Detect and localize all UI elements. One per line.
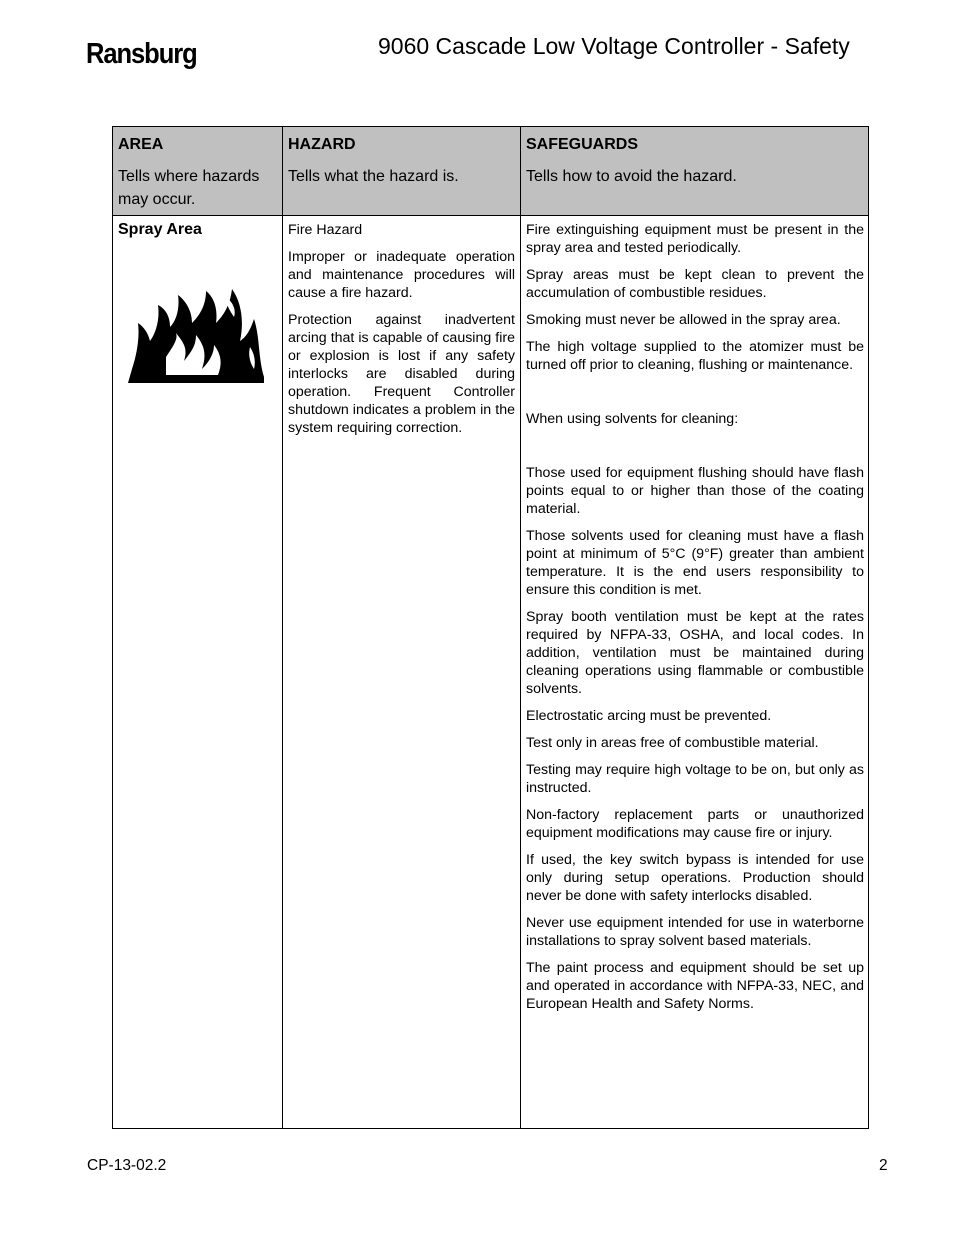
safeguard-item: Never use equipment intended for use in waterborne installations to spray solvent based materials. bbox=[526, 915, 864, 949]
header-hazard-description: Tells what the hazard is. bbox=[288, 168, 459, 185]
header-safeguards-label: SAFEGUARDS bbox=[526, 136, 639, 153]
safeguard-item: The high voltage supplied to the atomizer must be turned off prior to cleaning, flushing or maintenance. bbox=[526, 339, 864, 373]
hazard-paragraph: Protection against inadvertent arcing that is capable of causing fire or explosion is lost if any safety interlocks are disabled during operation. Frequent Controller shutdown indicates a problem in the system requiring correction. bbox=[288, 312, 515, 436]
safeguard-item: If used, the key switch bypass is intended for use only during setup operations. Production should never be done with safety interlocks disabled. bbox=[526, 852, 864, 904]
safeguard-item: Fire extinguishing equipment must be present in the spray area and tested periodically. bbox=[526, 222, 864, 256]
safeguard-item: The paint process and equipment should be set up and operated in accordance with NFPA-33, NEC, and European Health and Safety Norms. bbox=[526, 960, 864, 1012]
safeguard-item: Testing may require high voltage to be on, but only as instructed. bbox=[526, 762, 864, 796]
header-area-label: AREA bbox=[118, 136, 164, 153]
header-safeguards-description: Tells how to avoid the hazard. bbox=[526, 168, 737, 185]
header-hazard-label: HAZARD bbox=[288, 136, 356, 153]
hazard-cell bbox=[288, 221, 515, 446]
area-name: Spray Area bbox=[118, 221, 202, 238]
brand-logo: Ransburg bbox=[86, 38, 197, 70]
header-hazard bbox=[288, 133, 513, 188]
safeguard-item: Those used for equipment flushing should have flash points equal to or higher than those of the coating material. bbox=[526, 465, 864, 517]
safeguards-cell bbox=[526, 221, 864, 1022]
page-number: 2 bbox=[879, 1157, 888, 1174]
safeguard-item: Spray booth ventilation must be kept at the rates required by NFPA-33, OSHA, and local codes. In addition, ventilation must be maintained during cleaning operations using flammable or combustible solvents. bbox=[526, 609, 864, 697]
safeguard-item: Electrostatic arcing must be prevented. bbox=[526, 708, 772, 724]
hazard-title: Fire Hazard bbox=[288, 222, 363, 238]
fire-hazard-icon bbox=[126, 287, 266, 387]
safeguard-item: When using solvents for cleaning: bbox=[526, 411, 739, 427]
safeguard-item: Test only in areas free of combustible material. bbox=[526, 735, 819, 751]
safety-table bbox=[112, 126, 869, 1129]
header-safeguards bbox=[526, 133, 861, 188]
safeguard-item: Smoking must never be allowed in the spray area. bbox=[526, 312, 841, 328]
header-area bbox=[118, 133, 278, 211]
document-number: CP-13-02.2 bbox=[87, 1157, 167, 1174]
document-title: 9060 Cascade Low Voltage Controller - Safety bbox=[378, 33, 850, 59]
column-divider bbox=[282, 127, 283, 1128]
column-divider bbox=[520, 127, 521, 1128]
safeguard-item: Non-factory replacement parts or unauthorized equipment modifications may cause fire or injury. bbox=[526, 807, 864, 841]
table-header-row bbox=[113, 127, 868, 216]
safeguard-item: Spray areas must be kept clean to prevent the accumulation of combustible residues. bbox=[526, 267, 864, 301]
hazard-paragraph: Improper or inadequate operation and maintenance procedures will cause a fire hazard. bbox=[288, 249, 515, 301]
header-area-description: Tells where hazards may occur. bbox=[118, 168, 260, 208]
area-cell bbox=[118, 221, 278, 239]
safeguard-item: Those solvents used for cleaning must have a flash point at minimum of 5°C (9°F) greater than ambient temperature. It is the end users responsibility to ensure this condition is met. bbox=[526, 528, 864, 598]
